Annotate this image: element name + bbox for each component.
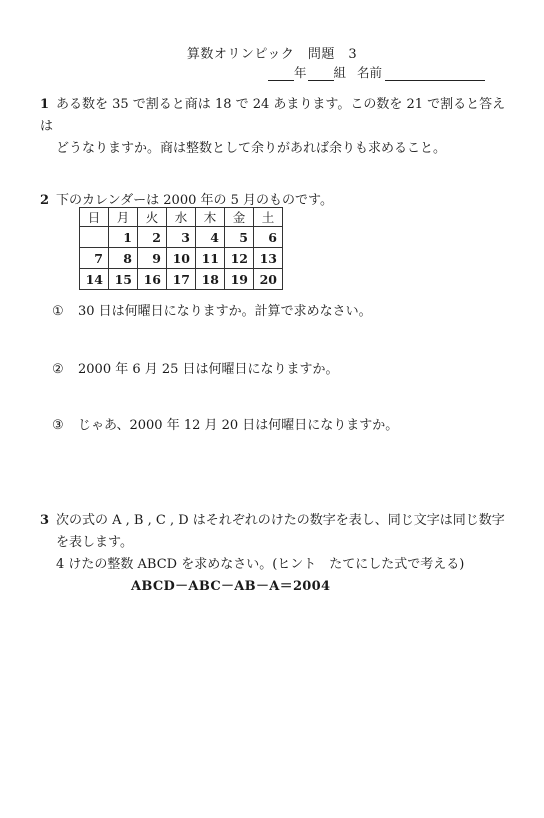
question-1-text-2: どうなりますか。商は整数として余りがあれば余りも求めること。 bbox=[56, 141, 447, 156]
calendar-day-cell: 2 bbox=[138, 227, 167, 248]
calendar-day-cell: 8 bbox=[109, 248, 138, 269]
calendar-day-cell: 1 bbox=[109, 227, 138, 248]
question-3-text-2: を表します。 bbox=[56, 535, 133, 550]
calendar-header-cell: 金 bbox=[225, 208, 254, 227]
calendar-header-cell: 月 bbox=[109, 208, 138, 227]
question-2-sub-2 bbox=[52, 358, 339, 377]
question-1-number: 1 bbox=[40, 97, 50, 112]
calendar-header-cell: 木 bbox=[196, 208, 225, 227]
name-label: 名前 bbox=[357, 65, 383, 80]
question-2-number: 2 bbox=[40, 193, 50, 208]
calendar-week-row bbox=[80, 269, 283, 290]
calendar-day-cell: 3 bbox=[167, 227, 196, 248]
question-2-sub-1 bbox=[52, 300, 372, 319]
question-2-text: 下のカレンダーは 2000 年の 5 月のものです。 bbox=[56, 193, 333, 208]
page-title: 算数オリンピック 問題 3 bbox=[186, 47, 358, 62]
calendar-day-cell: 5 bbox=[225, 227, 254, 248]
name-blank[interactable] bbox=[385, 67, 485, 81]
class-label: 組 bbox=[333, 65, 347, 80]
calendar-table bbox=[79, 207, 283, 290]
calendar-header-cell: 日 bbox=[80, 208, 109, 227]
question-3-text-1: 次の式の A , B , C , D はそれぞれのけたの数字を表し、同じ文字は同じ数字 bbox=[56, 513, 505, 528]
calendar-day-cell: 20 bbox=[254, 269, 283, 290]
calendar-day-cell: 16 bbox=[138, 269, 167, 290]
question-1 bbox=[40, 94, 510, 160]
sub-3-mark: ③ bbox=[52, 418, 64, 433]
calendar-day-cell: 7 bbox=[80, 248, 109, 269]
year-blank[interactable] bbox=[268, 67, 294, 81]
question-3 bbox=[40, 510, 510, 598]
calendar-day-cell: 4 bbox=[196, 227, 225, 248]
calendar-day-cell: 12 bbox=[225, 248, 254, 269]
sub-3-text: じゃあ、2000 年 12 月 20 日は何曜日になりますか。 bbox=[78, 418, 399, 433]
question-2-sub-3 bbox=[52, 414, 398, 433]
calendar-day-cell: 19 bbox=[225, 269, 254, 290]
sub-2-text: 2000 年 6 月 25 日は何曜日になりますか。 bbox=[78, 362, 339, 377]
calendar-day-cell bbox=[80, 227, 109, 248]
calendar-week-row bbox=[80, 227, 283, 248]
calendar-header-cell: 土 bbox=[254, 208, 283, 227]
sub-1-text: 30 日は何曜日になりますか。計算で求めなさい。 bbox=[78, 304, 372, 319]
calendar-day-cell: 13 bbox=[254, 248, 283, 269]
calendar-day-cell: 6 bbox=[254, 227, 283, 248]
student-info-line bbox=[268, 63, 485, 81]
calendar-day-cell: 11 bbox=[196, 248, 225, 269]
calendar-day-cell: 18 bbox=[196, 269, 225, 290]
calendar-header-cell: 水 bbox=[167, 208, 196, 227]
calendar-header-row bbox=[80, 208, 283, 227]
question-3-number: 3 bbox=[40, 513, 50, 528]
class-blank[interactable] bbox=[308, 67, 334, 81]
question-3-text-3: 4 けたの整数 ABCD を求めなさい。(ヒント たてにした式で考える) bbox=[56, 557, 465, 572]
question-1-line-1 bbox=[40, 94, 510, 138]
calendar-day-cell: 9 bbox=[138, 248, 167, 269]
calendar-day-cell: 10 bbox=[167, 248, 196, 269]
sub-1-mark: ① bbox=[52, 304, 64, 319]
calendar-day-cell: 15 bbox=[109, 269, 138, 290]
calendar-week-row bbox=[80, 248, 283, 269]
question-3-line-1 bbox=[40, 510, 510, 532]
sub-2-mark: ② bbox=[52, 362, 64, 377]
question-1-text-1: ある数を 35 で割ると商は 18 で 24 あまります。この数を 21 で割ると答えは bbox=[40, 97, 506, 134]
calendar-day-cell: 14 bbox=[80, 269, 109, 290]
question-3-equation: ABCD－ABC－AB－A＝2004 bbox=[131, 579, 331, 594]
year-label: 年 bbox=[294, 65, 307, 80]
calendar-header-cell: 火 bbox=[138, 208, 167, 227]
calendar-day-cell: 17 bbox=[167, 269, 196, 290]
